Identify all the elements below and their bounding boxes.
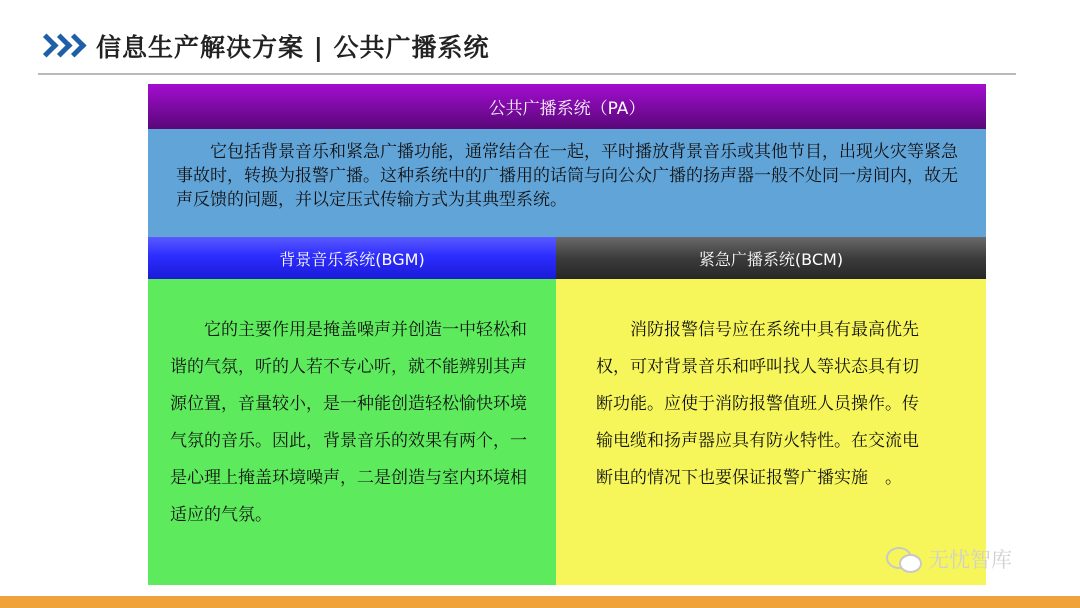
chevron-right-icon <box>38 37 84 59</box>
bottom-accent-bar <box>0 596 1080 608</box>
page-title: 信息生产解决方案 | 公共广播系统 <box>96 33 490 62</box>
pa-description: 它包括背景音乐和紧急广播功能，通常结合在一起，平时播放背景音乐或其他节目，出现火灾等紧急事故时，转换为报警广播。这种系统中的广播用的话筒与向公众广播的扬声器一般不处同一房间内，故无声反馈的问题，并以定压式传输方式为其典型系统。 <box>148 129 986 237</box>
pa-heading: 公共广播系统（PA） <box>148 84 986 129</box>
wechat-icon <box>886 545 922 573</box>
watermark <box>886 544 1012 574</box>
header-divider <box>38 73 1016 75</box>
bgm-description: 它的主要作用是掩盖噪声并创造一中轻松和谐的气氛，听的人若不专心听，就不能辨别其声源位置，音量较小，是一种能创造轻松愉快环境气氛的音乐。因此，背景音乐的效果有两个，一是心理上掩盖环境噪声，二是创造与室内环境相适应的气氛。 <box>148 279 556 585</box>
bcm-description: 消防报警信号应在系统中具有最高优先权，可对背景音乐和呼叫找人等状态具有切断功能。应使于消防报警值班人员操作。传输电缆和扬声器应具有防火特性。在交流电断电的情况下也要保证报警广播实施 。 <box>556 279 986 585</box>
bgm-heading: 背景音乐系统(BGM) <box>148 237 556 279</box>
bcm-heading: 紧急广播系统(BCM) <box>556 237 986 279</box>
watermark-text: 无忧智库 <box>928 548 1012 572</box>
slide-header <box>0 0 1080 80</box>
